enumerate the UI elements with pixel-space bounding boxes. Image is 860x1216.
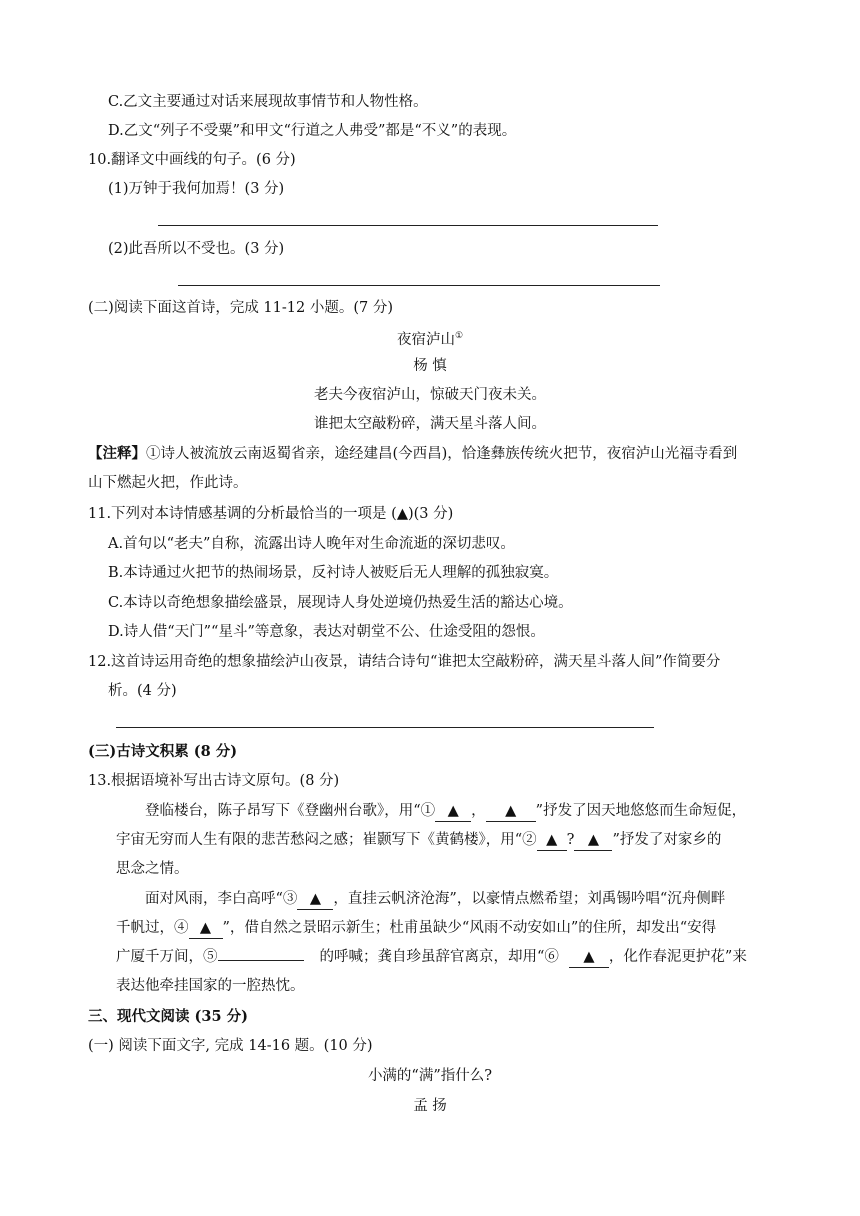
blank-2: ▲ [486, 801, 536, 822]
para1-line3: 思念之情。 [116, 861, 189, 877]
poem-note-line-1: 【注释】①诗人被流放云南返蜀省亲，途经建昌(今西昌)，恰逢彝族传统火把节，夜宿泸山光福寺看到 [88, 445, 738, 462]
q11-option-a: A.首句以“老夫”自称，流露出诗人晚年对生命流逝的深切悲叹。 [108, 536, 515, 552]
para2-line4: 表达他牵挂国家的一腔热忱。 [116, 978, 305, 994]
article-author: 孟 扬 [413, 1098, 447, 1114]
accumulation-heading: (三)古诗文积累 (8 分) [88, 743, 238, 760]
poem-note-line-2: 山下燃起火把，作此诗。 [88, 475, 248, 491]
blank-7 [218, 960, 304, 961]
option-c: C.乙文主要通过对话来展现故事情节和人物性格。 [108, 94, 428, 110]
blank-8: ▲ [569, 947, 609, 968]
answer-line [158, 225, 658, 226]
question-10-2: (2)此吾所以不受也。(3 分) [108, 241, 285, 257]
q11-option-d: D.诗人借“天门”“星斗”等意象，表达对朝堂不公、仕途受阻的怨恨。 [108, 624, 545, 640]
article-title: 小满的“满”指什么? [367, 1068, 493, 1084]
note-label: 【注释】 [88, 445, 146, 462]
blank-1: ▲ [435, 801, 471, 822]
para2-line3: 广厦千万间，⑤ 的呼喊；龚自珍虽辞官离京，却用“⑥ ▲ ，化作春泥更护花”来 [116, 947, 747, 968]
modern-reading-heading: 三、现代文阅读 (35 分) [88, 1008, 248, 1025]
para2-line1: 面对风雨，李白高呼“③ ▲ ，直挂云帆济沧海”，以豪情点燃希望；刘禹锡吟唱“沉舟侧畔 [145, 889, 725, 910]
poem-title-note: ① [454, 331, 464, 341]
question-11: 11.下列对本诗情感基调的分析最恰当的一项是 (▲)(3 分) [88, 506, 454, 522]
para1-line2: 宇宙无穷而人生有限的悲苦愁闷之感；崔颢写下《黄鹤楼》，用“② ▲ ? ▲ ”抒发了对家乡的 [116, 830, 721, 851]
poem-line-2: 谁把太空敲粉碎，满天星斗落人间。 [314, 416, 546, 432]
question-10-1: (1)万钟于我何加焉！(3 分) [108, 181, 285, 197]
question-10: 10.翻译文中画线的句子。(6 分) [88, 152, 296, 168]
blank-6: ▲ [189, 918, 223, 939]
q11-option-c: C.本诗以奇绝想象描绘盛景，展现诗人身处逆境仍热爱生活的豁达心境。 [108, 595, 573, 611]
question-12-line-2: 析。(4 分) [108, 683, 177, 699]
poem-author: 杨 慎 [413, 358, 447, 374]
modern-reading-subheading: (一) 阅读下面文字, 完成 14-16 题。(10 分) [88, 1038, 373, 1054]
poem-section-heading: (二)阅读下面这首诗，完成 11-12 小题。(7 分) [88, 300, 393, 316]
para2-line2: 千帆过，④ ▲ ”，借自然之景昭示新生；杜甫虽缺少“风雨不动安如山”的住所，却发出“安得 [116, 918, 716, 939]
para1-line1: 登临楼台，陈子昂写下《登幽州台歌》，用“① ▲ ， ▲ ”抒发了因天地悠悠而生命短促， [145, 801, 746, 822]
answer-line [178, 285, 660, 286]
poem-title: 夜宿泸山① [396, 331, 464, 348]
blank-3: ▲ [537, 830, 567, 851]
blank-5: ▲ [297, 889, 333, 910]
question-12-line-1: 12.这首诗运用奇绝的想象描绘泸山夜景，请结合诗句“谁把太空敲粉碎，满天星斗落人间”作简要分 [88, 654, 721, 670]
blank-4: ▲ [574, 830, 612, 851]
poem-line-1: 老夫今夜宿泸山，惊破天门夜未关。 [314, 387, 546, 403]
answer-line [116, 727, 654, 728]
question-13: 13.根据语境补写出古诗文原句。(8 分) [88, 773, 340, 789]
option-d: D.乙文“列子不受粟”和甲文“行道之人弗受”都是“不义”的表现。 [108, 123, 517, 139]
q11-option-b: B.本诗通过火把节的热闹场景，反衬诗人被贬后无人理解的孤独寂寞。 [108, 565, 559, 581]
